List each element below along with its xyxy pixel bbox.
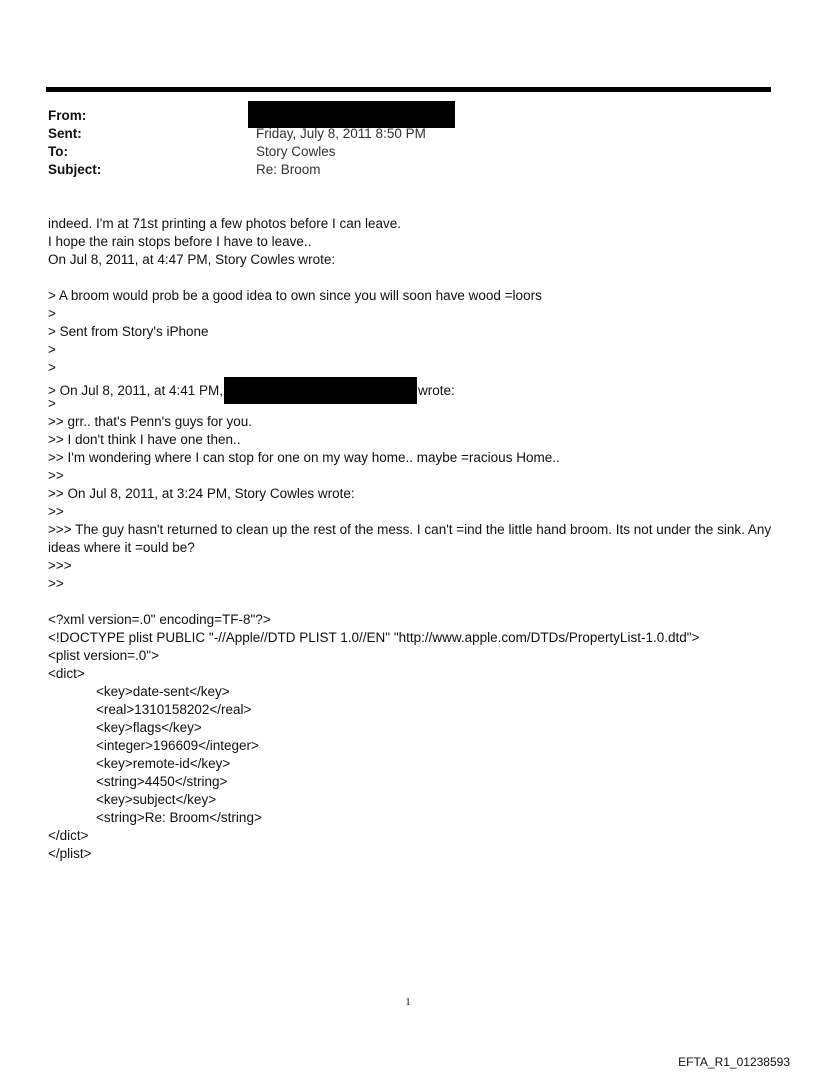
email-body — [48, 215, 778, 863]
quoted-line: > — [48, 306, 56, 321]
xml-line: <dict> — [48, 666, 85, 681]
quoted-line: > — [48, 396, 56, 411]
xml-line: <!DOCTYPE plist PUBLIC "-//Apple//DTD PLIST 1.0//EN" "http://www.apple.com/DTDs/PropertyList-1.0.dtd"> — [48, 630, 700, 645]
quoted-line: >> On Jul 8, 2011, at 3:24 PM, Story Cowles wrote: — [48, 486, 355, 501]
quoted-line: >> — [48, 576, 64, 591]
blank-line — [48, 593, 778, 611]
to-label: To: — [48, 144, 68, 159]
quoted-line-with-redaction — [48, 377, 778, 398]
xml-line: <plist version=.0"> — [48, 648, 159, 663]
quoted-line: >> I don't think I have one then.. — [48, 432, 241, 447]
body-line: I hope the rain stops before I have to leave.. — [48, 234, 312, 249]
quoted-line: >> — [48, 504, 64, 519]
xml-line: <key>date-sent</key> — [96, 684, 230, 699]
xml-line: <string>Re: Broom</string> — [96, 810, 262, 825]
xml-line: </plist> — [48, 846, 92, 861]
quoted-line: >> grr.. that's Penn's guys for you. — [48, 414, 253, 429]
blank-line — [48, 269, 778, 287]
xml-line: </dict> — [48, 828, 89, 843]
xml-line: <key>remote-id</key> — [96, 756, 231, 771]
page-number: 1 — [405, 996, 411, 1008]
sender-redaction — [224, 377, 417, 404]
quoted-line: >>> — [48, 558, 72, 573]
quoted-line: > Sent from Story's iPhone — [48, 324, 209, 339]
xml-line: <real>1310158202</real> — [96, 702, 252, 717]
xml-line: <key>subject</key> — [96, 792, 217, 807]
quoted-line: >> I'm wondering where I can stop for one on my way home.. maybe =racious Home.. — [48, 450, 560, 465]
header-rule — [46, 87, 771, 92]
quoted-text: wrote: — [417, 383, 455, 398]
subject-label: Subject: — [48, 162, 102, 177]
document-stamp: EFTA_R1_01238593 — [678, 1055, 790, 1069]
xml-line: <?xml version=.0" encoding=TF-8"?> — [48, 612, 271, 627]
from-redaction — [248, 101, 455, 128]
body-line: On Jul 8, 2011, at 4:47 PM, Story Cowles wrote: — [48, 252, 336, 267]
to-value: Story Cowles — [256, 144, 336, 159]
body-line: indeed. I'm at 71st printing a few photos before I can leave. — [48, 216, 402, 231]
quoted-line: >>> The guy hasn't returned to clean up the rest of the mess. I can't =ind the little hand broom. Its not under the sink. Any ideas where it =ould be? — [48, 522, 772, 555]
sent-value: Friday, July 8, 2011 8:50 PM — [256, 126, 426, 141]
quoted-line: > A broom would prob be a good idea to own since you will soon have wood =loors — [48, 288, 542, 303]
xml-line: <key>flags</key> — [96, 720, 202, 735]
quoted-line: > — [48, 342, 56, 357]
xml-line: <string>4450</string> — [96, 774, 228, 789]
sent-label: Sent: — [48, 126, 82, 141]
quoted-line: >> — [48, 468, 64, 483]
from-label: From: — [48, 108, 87, 123]
subject-value: Re: Broom — [256, 162, 321, 177]
quoted-text: > On Jul 8, 2011, at 4:41 PM, — [48, 383, 223, 398]
quoted-line: > — [48, 360, 56, 375]
xml-line: <integer>196609</integer> — [96, 738, 259, 753]
